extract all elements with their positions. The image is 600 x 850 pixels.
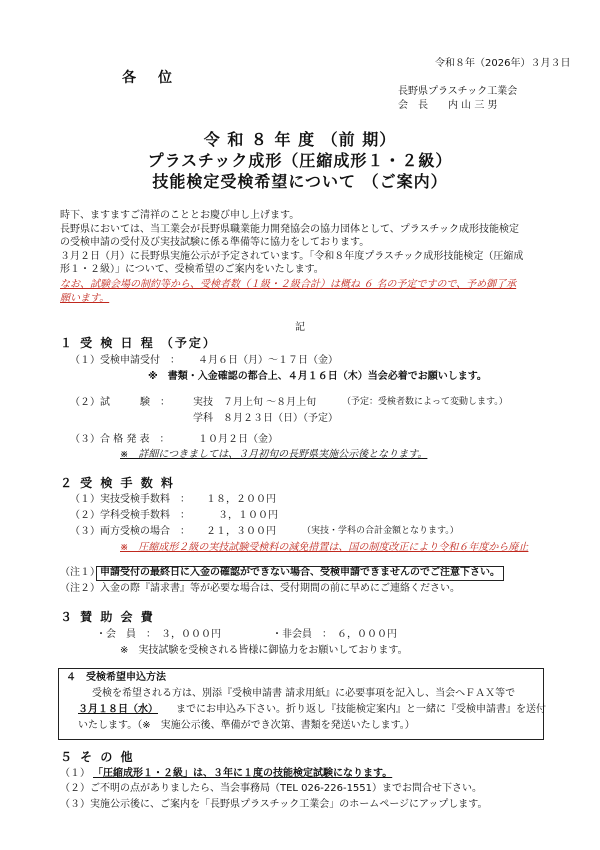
section-2-heading: ２ 受 検 手 数 料 — [60, 476, 175, 490]
s2-row1-value: １８，２００円 — [206, 494, 276, 505]
s1-row2-label: （２）試 験 ： — [70, 397, 170, 408]
s5-item3: （３）実施公示後に、ご案内を「長野県プラスチック工業会」のホームページにアップします。 — [60, 799, 488, 810]
ki-mark: 記 — [295, 322, 305, 333]
section-4-heading: ４ 受検希望申込方法 — [66, 672, 166, 683]
s4-line1: 受検を希望される方は、別添『受検申請書 請求用紙』に必要事項を記入し、当会へＦＡＸ等で — [92, 688, 516, 699]
s2-row3-note: （実技・学科の合計金額となります。） — [302, 526, 459, 536]
s1-row1-label: （１）受検申請受付 ： — [70, 355, 180, 366]
s3-note: ※ 実技試験を受検される皆様に御協力をお願いしております。 — [120, 645, 408, 656]
s2-row2-label: （２）学科受検手数料 ： — [70, 510, 190, 521]
intro-p2-line2: の受検申請の受付及び実技試験に係る準備等に協力をしております。 — [60, 237, 370, 248]
s2-note2: （注２）入金の際『請求書』等が必要な場合は、受付期間の前に早めにご連絡ください。 — [60, 583, 460, 594]
s1-row3-label: （３）合 格 発 表 ： — [70, 434, 170, 445]
document-date: 令和８年（2026年）３月３日 — [435, 58, 571, 69]
s5-item2: （２）ご不明の点がありましたら、当会事務局（TEL 026-226-1551）までお問合せ下さい。 — [60, 783, 483, 794]
intro-capacity-note-line1: なお、試験会場の制約等から、受検者数（１級・２級合計）は概ね ６ 名の予定ですので、予め御了承 — [60, 279, 517, 290]
s3-nonmember-fee: ・非会員 ： ６，０００円 — [272, 629, 397, 640]
s4-line3: いたします。（※ 実施公示後、準備ができ次第、書類を発送いたします。） — [78, 720, 415, 731]
intro-p3-line1: ３月２日（月）に長野県実施公示が予定されています。「令和８年度プラスチック成形技能検定（圧縮成 — [60, 251, 524, 262]
sender-org: 長野県プラスチック工業会 — [398, 86, 518, 97]
s4-line2: までにお申込み下さい。折り返し『技能検定案内』と一緒に『受検申請書』を送付 — [176, 704, 546, 715]
s1-row2-written: 学科 ８月２３日（日）（予定） — [193, 413, 338, 424]
s5-item1-label: （１） — [60, 768, 90, 779]
s5-item1-text: 「圧縮成形１・２級」は、３年に１度の技能検定試験になります。 — [93, 768, 393, 779]
title-line-1: 令 和 ８ 年 度 （前 期） — [203, 130, 397, 149]
intro-greeting: 時下、ますますご清祥のこととお慶び申し上げます。 — [60, 210, 300, 221]
s2-row3-label: （３）両方受検の場合 ： — [70, 526, 190, 537]
section-1-heading: １ 受 検 日 程 （予定） — [60, 336, 217, 350]
s2-note1-text: 申請受付の最終日に入金の確認ができない場合、受検申請できませんのでご注意下さい。 — [96, 566, 504, 581]
title-line-2: プラスチック成形（圧縮成形１・２級） — [147, 151, 453, 170]
s1-row3-note: ※ 詳細につきましては、３月初旬の長野県実施公示後となります。 — [120, 449, 428, 460]
s1-row3-value: １０月２日（金） — [198, 434, 278, 445]
s1-row1-value: ４月６日（月）～１７日（金） — [198, 355, 338, 366]
title-line-3: 技能検定受検希望について （ご案内） — [152, 172, 448, 191]
s2-note1-label: （注１） — [60, 567, 100, 578]
s2-row2-value: ３，１００円 — [218, 510, 278, 521]
s2-row3-value: ２１，３００円 — [206, 526, 276, 537]
section-3-heading: ３ 賛 助 会 費 — [60, 610, 155, 624]
intro-p2-line1: 長野県においては、当工業会が長野県職業能力開発協会の協力団体として、プラスチック成形技能検定 — [60, 224, 519, 235]
s3-member-fee: ・会 員 ： ３，０００円 — [96, 629, 221, 640]
section-5-heading: ５ そ の 他 — [60, 750, 135, 764]
intro-p3-line2: 形１・２級）」について、受検希望のご案内をいたします。 — [60, 264, 324, 275]
s1-row2-practical-note: （予定：受検者数によって変動します。） — [342, 397, 508, 407]
s1-row2-practical: 実技 ７月上旬 ～８月上旬 — [193, 397, 317, 408]
intro-capacity-note-line2: 願います。 — [60, 293, 110, 304]
s4-deadline: ３月１８日（水） — [78, 704, 158, 715]
s1-row1-note: ※ 書類・入金確認の都合上、４月１６日（木）当会必着でお願いします。 — [148, 371, 487, 382]
recipient: 各 位 — [122, 70, 176, 86]
s2-reduction-abolished-note: ※ 圧縮成形２級の実技試験受検料の減免措置は、国の制度改正により令和６年度から廃止 — [120, 542, 529, 553]
s2-row1-label: （１）実技受検手数料 ： — [70, 494, 190, 505]
sender-president: 会 長 内 山 三 男 — [398, 100, 498, 111]
